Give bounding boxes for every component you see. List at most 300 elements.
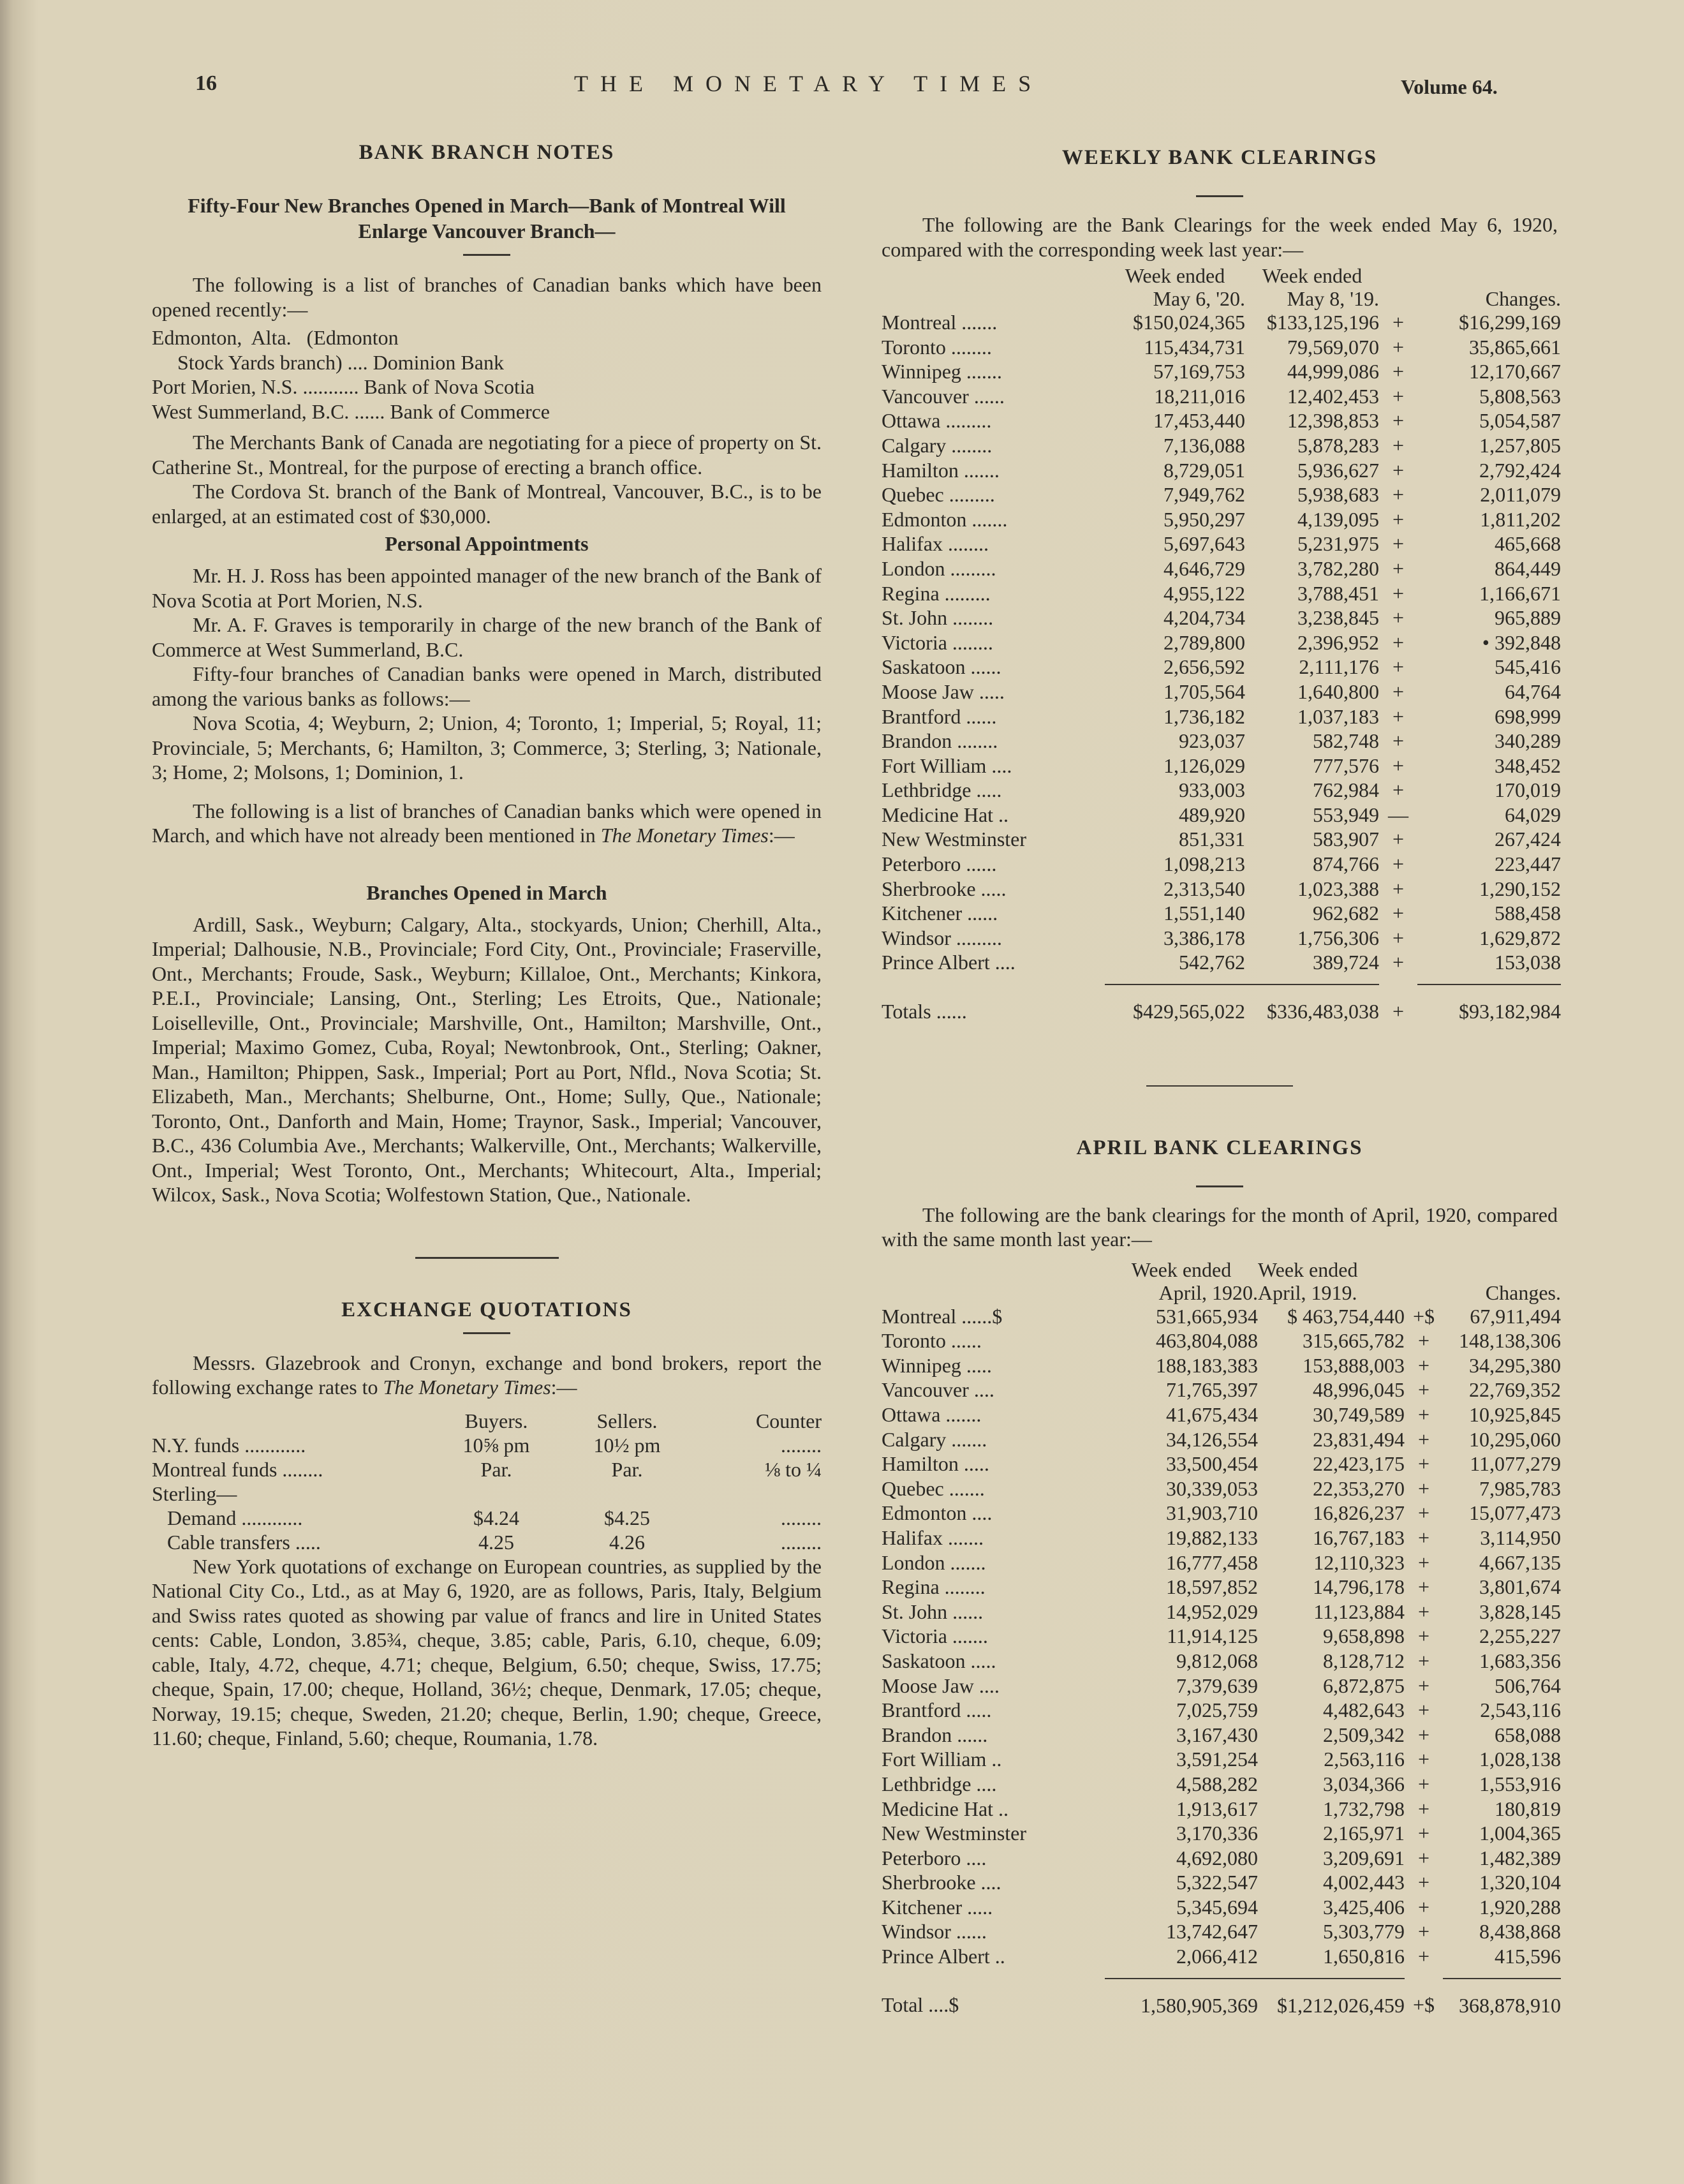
table-header-row [882,264,1561,287]
city-name: Toronto ........ [882,335,992,359]
previous-value: 16,826,237 [1313,1501,1405,1525]
merchants-paragraph: The Merchants Bank of Canada are negotiating for a piece of property on St. Catherine St., Montreal, for the purpose of erecting a branch office. [152,431,822,479]
previous-value: 79,569,070 [1287,335,1379,359]
page-header [0,71,1684,110]
previous-value: 8,128,712 [1323,1649,1405,1672]
previous-value: 1,037,183 [1297,704,1379,728]
change-value: 1,920,288 [1479,1895,1561,1919]
city-name: Medicine Hat .. [882,803,1009,826]
change-value: 1,290,152 [1479,877,1561,900]
change-value: 1,482,389 [1479,1846,1561,1869]
current-value: 463,804,088 [1156,1329,1258,1353]
previous-value: 6,872,875 [1323,1674,1405,1697]
divider [1196,195,1243,197]
current-value: 2,313,540 [1163,877,1245,900]
divider [463,254,510,256]
table-row [882,1870,1561,1895]
change-value: 7,985,783 [1479,1476,1561,1500]
change-value: 415,596 [1495,1945,1561,1968]
city-name: Edmonton ....... [882,507,1008,531]
change-sign: + [1392,458,1405,482]
page-number: 16 [195,71,217,95]
change-sign: + [1417,1895,1430,1919]
current-value: 1,913,617 [1176,1797,1258,1820]
current-value: 7,949,762 [1163,483,1245,507]
table-row [882,778,1561,803]
exchange-sellers: Par. [611,1457,643,1481]
personal-paragraph: Nova Scotia, 4; Weyburn, 2; Union, 4; Toronto, 1; Imperial, 5; Royal, 11; Provinciale, 5; Merchants, 6; Hamilton, 3; Commerce, 3; Sterling, 3; Nationale, 3; Home, 2; Molsons, 1; Dominion, 1. [152,711,822,784]
change-value: 180,819 [1495,1797,1561,1820]
table-row [882,1353,1561,1378]
current-value: 3,170,336 [1176,1822,1258,1845]
exchange-buyers: Par. [480,1457,512,1481]
change-value: 340,289 [1495,729,1561,753]
branches-opened-text: Ardill, Sask., Weyburn; Calgary, Alta., stockyards, Union; Cherhill, Alta., Imperial; Dalhousie, N.B., Provinciale; Ford City, Ont., Provinciale; Fraserville, Ont., Merchants; Froude, Sask., Weyburn; Killaloe, Ont., Merchants; Kinkora, P.E.I., Provinciale; Lansing, Ont., Sterling; Les Etroits, Que., Nationale; Loiselleville, Ont., Provinciale; Marshville, Ont., Hamilton; Marshville, Ont., Imperial; Maximo Gomez, Cuba, Royal; Newtonbrook, Ont., Sterling; Oakner, Man., Hamilton; Phippen, Sask., Imperial; Port au Port, Nfld., Nova Scotia; St. Elizabeth, Man., Merchants; Shelburne, Ont., Home; Sully, Que., Nationale; Toronto, Ont., Danforth and Main, Home; Traynor, Sask., Imperial; Vancouver, B.C., 436 Columbia Ave., Merchants; Walkerville, Ont., Merchants; Walkerville, Ont., Imperial; West Toronto, Ont., Merchants; Whitecourt, Alta., Imperial; Wilcox, Sask., Nova Scotia; Wolfestown Station, Que., Nationale. [152,912,822,1206]
table-row [882,630,1561,655]
week-ended-header: Week ended [1258,1258,1358,1281]
previous-value: 1,756,306 [1297,926,1379,949]
city-name: Victoria ....... [882,1624,988,1648]
current-value: 2,066,412 [1176,1945,1258,1968]
change-value: 1,811,202 [1480,507,1561,531]
buyers-header: Buyers. [464,1409,528,1432]
previous-value: 1,650,816 [1323,1945,1405,1968]
change-sign: + [1417,1600,1430,1623]
previous-value: 5,938,683 [1297,483,1379,507]
previous-value: 3,034,366 [1323,1772,1405,1795]
change-value: 1,629,872 [1479,926,1561,949]
personal-appointments-title: Personal Appointments [385,532,589,555]
change-value: 10,925,845 [1469,1403,1561,1426]
current-value: 4,692,080 [1176,1846,1258,1869]
current-value: 7,379,639 [1176,1674,1258,1697]
total-previous: $336,483,038 [1267,1000,1379,1023]
table-row [882,852,1561,877]
current-value: 19,882,133 [1166,1526,1258,1549]
city-name: Kitchener ...... [882,902,998,925]
table-row [882,1402,1561,1427]
table-row [882,1624,1561,1649]
change-value: 3,801,674 [1479,1575,1561,1599]
exchange-quotations-title: EXCHANGE QUOTATIONS [341,1298,632,1321]
week-ended-header: Week ended [1131,1258,1232,1281]
exchange-counter: ⅛ to ¼ [765,1457,822,1481]
current-value: 489,920 [1179,803,1245,826]
city-name: Regina ......... [882,581,991,605]
previous-value: 2,509,342 [1323,1723,1405,1746]
change-sign: + [1417,1501,1430,1525]
current-value: 188,183,383 [1156,1353,1258,1377]
change-sign: + [1392,360,1405,383]
current-value: 115,434,731 [1144,335,1245,359]
change-value: 8,438,868 [1479,1920,1561,1943]
table-row [882,1723,1561,1748]
change-sign: + [1392,877,1405,900]
city-name: St. John ...... [882,1600,984,1623]
previous-value: 4,002,443 [1323,1871,1405,1894]
table-row [152,1457,822,1482]
current-value: 17,453,440 [1153,409,1245,433]
city-name: Sherbrooke .... [882,1871,1001,1894]
previous-value: 14,796,178 [1313,1575,1405,1599]
current-value: 30,339,053 [1166,1476,1258,1500]
city-name: Halifax ........ [882,532,989,556]
previous-value: 2,111,176 [1299,655,1379,679]
city-name: Calgary ....... [882,1427,987,1451]
city-name: Sherbrooke ..... [882,877,1007,900]
previous-value: 4,482,643 [1323,1698,1405,1722]
city-name: Kitchener ..... [882,1895,993,1919]
personal-paragraph: Fifty-four branches of Canadian banks were opened in March, distributed among the various banks as follows:— [152,662,822,710]
current-value: 13,742,647 [1166,1920,1258,1943]
total-change: 368,878,910 [1459,1993,1561,2017]
current-value: 1,736,182 [1163,704,1245,728]
current-value: 923,037 [1179,729,1245,753]
change-sign: + [1392,581,1405,605]
current-value: 851,331 [1179,828,1245,851]
change-sign: + [1417,1871,1430,1894]
city-name: Ottawa ....... [882,1403,982,1426]
new-york-quotations: New York quotations of exchange on European countries, as supplied by the National City Co., Ltd., as at May 6, 1920, are as follows, Paris, Italy, Belgium and Swiss rates quoted as showing par value of francs and lire in United States cents: Cable, London, 3.85¾, cheque, 3.85; cable, Paris, 6.10, cheque, 6.09; cable, Italy, 4.72, cheque, 4.71; cheque, Belgium, 6.50; cheque, Swiss, 17.75; cheque, Spain, 17.00; cheque, Holland, 36½; cheque, Denmark, 17.05; cheque, Norway, 19.15; cheque, Sweden, 21.20; cheque, Berlin, 1.90; cheque, Greece, 11.60; cheque, Finland, 5.60; cheque, Roumania, 1.78. [152,1554,822,1749]
change-sign: + [1392,704,1405,728]
list-item: Stock Yards branch) .... Dominion Bank [152,350,504,374]
change-value: 35,865,661 [1469,335,1561,359]
change-value: 1,553,916 [1479,1772,1561,1795]
date-header: May 8, '19. [1287,287,1379,310]
table-row [882,704,1561,729]
cordova-paragraph: The Cordova St. branch of the Bank of Montreal, Vancouver, B.C., is to be enlarged, at an estimated cost of $30,000. [152,480,822,528]
table-row [882,1846,1561,1871]
weekly-clearings-table [882,264,1561,1024]
change-sign: + [1417,1822,1430,1845]
exchange-buyers [432,1482,560,1506]
city-name: Vancouver ...... [882,384,1005,408]
table-row [882,1649,1561,1674]
city-name: Moose Jaw .... [882,1674,1000,1697]
table-row [882,1575,1561,1600]
table-row [882,359,1561,384]
city-name: Montreal ......$ [882,1304,1003,1328]
change-value: 1,320,104 [1479,1871,1561,1894]
change-sign: + [1417,1698,1430,1722]
table-row [882,680,1561,704]
table-row [882,1526,1561,1550]
table-row [882,1797,1561,1822]
change-sign: + [1417,1378,1430,1402]
city-name: Moose Jaw ..... [882,680,1005,703]
previous-value: 22,353,270 [1313,1476,1405,1500]
previous-value: 874,766 [1313,852,1379,876]
change-value: 11,077,279 [1470,1452,1561,1476]
change-sign: + [1392,556,1405,580]
exchange-sellers [560,1482,694,1506]
city-name: Hamilton ..... [882,1452,989,1476]
table-row [882,1919,1561,1944]
change-sign: + [1417,1772,1430,1795]
table-header-row [882,1281,1561,1304]
sellers-header: Sellers. [596,1409,658,1432]
date-header: May 6, '20. [1153,287,1245,310]
table-row [882,1550,1561,1575]
city-name: Ottawa ......... [882,409,992,433]
table-row [152,1530,822,1554]
city-name: Hamilton ....... [882,458,1000,482]
change-value: 3,828,145 [1479,1600,1561,1623]
total-label: Totals ...... [882,999,967,1023]
current-value: 7,025,759 [1176,1698,1258,1722]
total-label: Total ....$ [882,1993,959,2017]
change-value: 1,257,805 [1479,433,1561,457]
exchange-label: Montreal funds ........ [152,1457,323,1481]
table-row [882,1452,1561,1476]
change-sign: + [1417,1624,1430,1648]
city-name: London ....... [882,1550,986,1574]
bank-branch-notes-subtitle: Fifty-Four New Branches Opened in March—Bank of Montreal Will Enlarge Vancouver Branch— [188,194,786,242]
change-value: 588,458 [1495,902,1561,925]
table-row [882,950,1561,975]
table-row [882,1895,1561,1920]
current-value: $150,024,365 [1133,311,1245,334]
table-row [882,655,1561,680]
change-sign: + [1417,1674,1430,1697]
change-sign: + [1392,754,1405,777]
change-sign: + [1417,1427,1430,1451]
table-row [882,556,1561,581]
table-row [882,384,1561,409]
city-name: Saskatoon ..... [882,1649,996,1672]
changes-header: Changes. [1485,287,1561,310]
exchange-buyers: 10⅝ pm [462,1433,530,1457]
current-value: 33,500,454 [1166,1452,1258,1476]
city-name: Peterboro ...... [882,852,997,876]
change-value: 15,077,473 [1469,1501,1561,1525]
table-row [882,458,1561,483]
table-row [882,581,1561,606]
april-intro: The following are the bank clearings for the month of April, 1920, compared with the same month last year:— [882,1203,1558,1251]
city-name: Quebec ......... [882,483,995,507]
city-name: Brandon ........ [882,729,998,753]
change-sign: + [1392,335,1405,359]
city-name: Calgary ........ [882,433,993,457]
change-value: 965,889 [1495,606,1561,630]
change-value: 34,295,380 [1469,1353,1561,1377]
weekly-clearings-title: WEEKLY BANK CLEARINGS [1061,146,1378,169]
change-sign: + [1392,532,1405,556]
change-sign: + [1392,951,1405,974]
current-value: 2,656,592 [1163,655,1245,679]
table-header-row [152,1409,822,1433]
city-name: St. John ........ [882,606,994,630]
current-value: 1,705,564 [1163,680,1245,703]
divider [1196,1185,1243,1187]
exchange-counter: ........ [781,1530,822,1554]
city-name: Lethbridge .... [882,1772,997,1795]
city-name: Windsor ...... [882,1920,987,1943]
change-value: 153,038 [1495,951,1561,974]
previous-value: 23,831,494 [1313,1427,1405,1451]
total-previous: $1,212,026,459 [1277,1993,1405,2017]
current-value: 4,955,122 [1163,581,1245,605]
previous-value: 1,023,388 [1297,877,1379,900]
change-sign: + [1392,433,1405,457]
change-sign: + [1392,507,1405,531]
previous-value: 5,303,779 [1323,1920,1405,1943]
previous-value: 12,398,853 [1287,409,1379,433]
change-sign: + [1417,1476,1430,1500]
change-sign: + [1392,778,1405,802]
city-name: Montreal ....... [882,311,998,334]
exchange-label: Cable transfers ..... [152,1530,321,1554]
exchange-label: Demand ............ [152,1506,303,1529]
exchange-counter: ........ [781,1433,822,1457]
total-current: 1,580,905,369 [1141,1993,1258,2017]
table-row [882,1772,1561,1797]
change-value: 545,416 [1495,655,1561,679]
current-value: 5,950,297 [1163,507,1245,531]
change-value: 10,295,060 [1469,1427,1561,1451]
current-value: 2,789,800 [1163,630,1245,654]
table-row [882,1821,1561,1846]
table-header-row [882,1258,1561,1281]
table-row [882,1427,1561,1452]
previous-value: 11,123,884 [1313,1600,1405,1623]
current-value: 4,204,734 [1163,606,1245,630]
total-row [882,984,1561,1024]
table-row [882,1747,1561,1772]
table-row [882,803,1561,828]
previous-value: 962,682 [1313,902,1379,925]
change-sign: + [1392,384,1405,408]
change-sign: + [1417,1526,1430,1549]
table-row [882,310,1561,335]
current-value: 5,322,547 [1176,1871,1258,1894]
previous-value: 5,878,283 [1297,433,1379,457]
exchange-counter: ........ [781,1506,822,1529]
bank-branch-notes-title: BANK BRANCH NOTES [358,141,615,164]
previous-value: 3,209,691 [1323,1846,1405,1869]
table-row [882,827,1561,852]
table-row [152,1482,822,1506]
city-name: Fort William .... [882,754,1012,777]
change-sign: + [1392,680,1405,703]
change-sign: + [1417,1550,1430,1574]
section-divider [1146,1085,1293,1087]
publication-title: THE MONETARY TIMES [574,71,1044,96]
city-name: Windsor ......... [882,926,1002,949]
current-value: 531,665,934 [1156,1304,1258,1328]
current-value: 3,386,178 [1163,926,1245,949]
change-value: 465,668 [1495,532,1561,556]
current-value: 5,697,643 [1163,532,1245,556]
exchange-sellers: $4.25 [604,1506,650,1529]
exchange-intro [152,1351,822,1400]
previous-value: 44,999,086 [1287,360,1379,383]
city-name: Quebec ....... [882,1476,985,1500]
following-suffix: :— [768,824,795,847]
previous-value: 1,732,798 [1323,1797,1405,1820]
change-sign: + [1392,828,1405,851]
table-row [152,1506,822,1530]
previous-value: 153,888,003 [1303,1353,1405,1377]
date-header: April, 1920. [1158,1281,1258,1304]
current-value: 14,952,029 [1166,1600,1258,1623]
table-row [882,1501,1561,1526]
previous-value: 22,423,175 [1313,1452,1405,1476]
table-row [882,1600,1561,1624]
exchange-table [152,1409,822,1554]
city-name: Halifax ....... [882,1526,984,1549]
table-row [882,335,1561,360]
exchange-intro-text: Messrs. Glazebrook and Cronyn, exchange and bond brokers, report the following exchange rates to [152,1351,822,1399]
exchange-sellers: 10½ pm [593,1433,661,1457]
branch-intro: The following is a list of branches of Canadian banks which have been opened recently:— [152,273,822,321]
city-name: Medicine Hat .. [882,1797,1009,1820]
table-row [882,1304,1561,1329]
previous-value: 3,425,406 [1323,1895,1405,1919]
current-value: 5,345,694 [1176,1895,1258,1919]
change-value: 5,808,563 [1479,384,1561,408]
city-name: Fort William .. [882,1748,1002,1771]
list-item: Edmonton, Alta. (Edmonton [152,326,399,349]
previous-value: 2,563,116 [1324,1748,1405,1771]
change-value: 1,166,671 [1479,581,1561,605]
table-row [882,1378,1561,1402]
total-sign: +$ [1412,1993,1435,2017]
change-sign: + [1417,1920,1430,1943]
table-row [882,531,1561,556]
change-sign: + [1392,311,1405,334]
table-row [882,507,1561,532]
previous-value: 315,665,782 [1303,1329,1405,1353]
previous-value: 553,949 [1313,803,1379,826]
city-name: Brandon ...... [882,1723,988,1746]
current-value: 1,126,029 [1163,754,1245,777]
city-name: London ......... [882,556,996,580]
publication-reference: The Monetary Times [600,824,769,847]
city-name: Toronto ...... [882,1329,982,1353]
change-value: 2,255,227 [1479,1624,1561,1648]
current-value: 4,588,282 [1176,1772,1258,1795]
counter-header: Counter [755,1409,822,1432]
table-row [882,433,1561,458]
change-sign: + [1392,926,1405,949]
current-value: 9,812,068 [1176,1649,1258,1672]
personal-paragraph: Mr. A. F. Graves is temporarily in charge of the new branch of the Bank of Commerce at West Summerland, B.C. [152,613,822,661]
city-name: Saskatoon ...... [882,655,1001,679]
change-value: 1,004,365 [1479,1822,1561,1845]
current-value: 8,729,051 [1163,458,1245,482]
table-row [882,1674,1561,1698]
previous-value: 762,984 [1313,778,1379,802]
change-value: 267,424 [1495,828,1561,851]
change-value: 12,170,667 [1469,360,1561,383]
change-value: 64,029 [1505,803,1561,826]
change-sign: + [1417,1452,1430,1476]
change-sign: + [1417,1748,1430,1771]
change-value: 4,667,135 [1479,1550,1561,1574]
city-name: Winnipeg ..... [882,1353,992,1377]
previous-value: $133,125,196 [1267,311,1379,334]
branches-opened-title: Branches Opened in March [366,880,607,904]
previous-value: 48,996,045 [1313,1378,1405,1402]
previous-value: 30,749,589 [1313,1403,1405,1426]
city-name: New Westminster [882,1822,1027,1845]
city-name: Edmonton .... [882,1501,993,1525]
change-value: 1,028,138 [1479,1748,1561,1771]
current-value: 7,136,088 [1163,433,1245,457]
current-value: 933,003 [1179,778,1245,802]
april-clearings-title: APRIL BANK CLEARINGS [1076,1136,1363,1159]
